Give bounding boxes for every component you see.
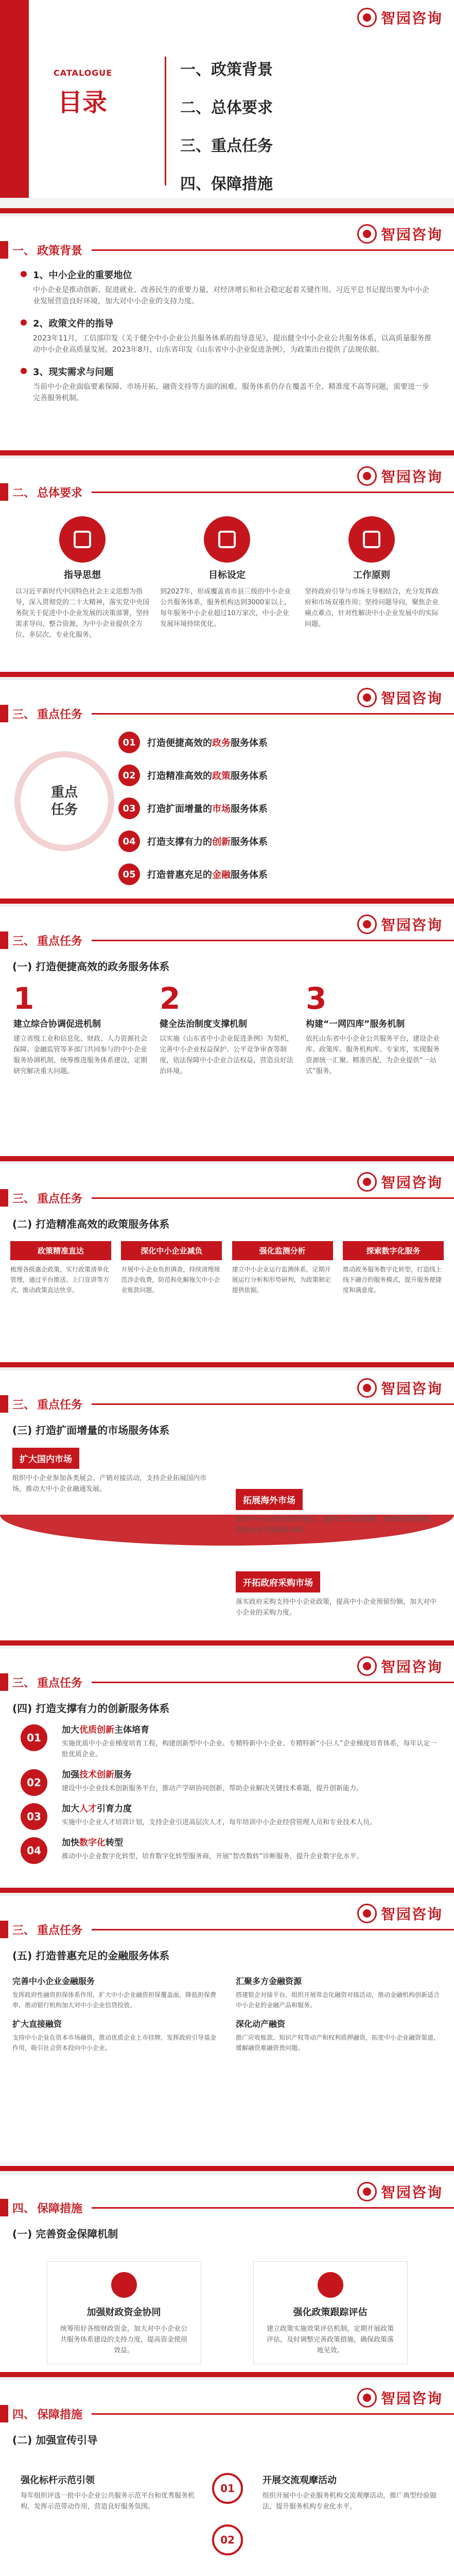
footer-bar <box>0 2166 454 2171</box>
section-number: 四、 <box>12 2408 36 2421</box>
task-number: 03 <box>118 798 140 819</box>
list-item <box>21 365 433 404</box>
info-card <box>306 981 441 1077</box>
block-heading: 拓展海外市场 <box>236 1489 303 1510</box>
task-row[interactable] <box>118 765 268 786</box>
brand-name: 智园咨询 <box>380 1174 443 1191</box>
finance-column <box>12 1968 218 2053</box>
item-text: 中小企业是推动创新、促进就业、改善民生的重要力量，对经济增长和社会稳定起着关键作用。习近平总书记提出要为中小企业发展营造良好环境，加大对中小企业的支持力度。 <box>33 286 429 306</box>
task-number: 02 <box>118 765 140 786</box>
principle-icon <box>348 516 395 563</box>
section-header-line <box>92 2413 454 2415</box>
brand-logo-icon <box>357 1172 377 1192</box>
item-text: 建设中小企业技术创新服务平台，推动产学研协同创新，帮助企业解决关键技术难题，提升创新能力。 <box>62 1785 363 1792</box>
subsection-title: (一) 打造便捷高效的政务服务体系 <box>12 960 170 973</box>
toc-item[interactable]: 二、总体要求 <box>180 99 273 117</box>
card-text: 依托山东省中小企业公共服务平台，建设企业库、政策库、服务机构库、专家库，实现服务资源统一汇聚、精准匹配，为企业提供“一站式”服务。 <box>306 1035 440 1075</box>
section-number: 一、 <box>12 244 36 258</box>
circle-label: 任务 <box>50 802 78 818</box>
guiding-ideology-icon <box>59 516 106 563</box>
item-text: 当前中小企业面临要素保障、市场开拓、融资支持等方面的困难，服务体系仍存在覆盖不全、精准度不高等问题，需要进一步完善服务机制。 <box>33 383 429 402</box>
section-header-line <box>92 713 454 715</box>
subsection-title: (二) 打造精准高效的政策服务体系 <box>12 1218 170 1230</box>
footer-bar <box>0 1640 454 1646</box>
footer-bar <box>0 1362 454 1367</box>
toc-item[interactable]: 四、保障措施 <box>180 175 273 193</box>
section-number: 三、 <box>12 708 36 721</box>
section-safeguards-publicity <box>0 2380 454 2576</box>
step-markers <box>206 2473 249 2571</box>
section-title: 重点任务 <box>37 1398 83 1412</box>
card-text: 推动政务服务数字化转型，打造线上线下融合的服务模式，提升服务便捷度和满意度。 <box>342 1266 442 1294</box>
card-row <box>0 978 454 1077</box>
requirement-card <box>305 516 439 640</box>
item-number: 03 <box>21 1803 47 1830</box>
list-item <box>27 1801 439 1828</box>
finance-column <box>236 1968 442 2053</box>
card-row <box>0 2246 454 2364</box>
brand-name: 智园咨询 <box>380 690 443 707</box>
task-number: 05 <box>118 863 140 885</box>
section-number: 三、 <box>12 1924 36 1937</box>
section-header-bar <box>0 2405 8 2422</box>
item-heading: 加大优质创新主体培育 <box>62 1725 149 1735</box>
section-number: 三、 <box>12 935 36 948</box>
card-heading: 政策精准直达 <box>10 1241 111 1260</box>
item-heading: 加强技术创新服务 <box>62 1770 132 1780</box>
section-title: 重点任务 <box>37 1924 83 1937</box>
block-heading: 强化标杆示范引领 <box>21 2475 95 2486</box>
section-gov-service <box>0 907 454 1164</box>
info-block <box>236 1489 442 1536</box>
info-block <box>21 2473 196 2512</box>
catalogue-slide <box>0 0 454 216</box>
brand-logo-icon <box>357 8 377 27</box>
item-heading: 加快数字化转型 <box>62 1838 123 1848</box>
requirement-heading: 目标设定 <box>208 570 246 581</box>
item-text: 实施中小企业人才培训计划，支持企业引进高层次人才，每年培训中小企业经营管理人员和专业技术人员。 <box>62 1819 377 1826</box>
key-tasks-circle <box>21 757 108 845</box>
section-header-bar <box>0 2199 8 2216</box>
item-heading: 汇聚多方金融资源 <box>236 1976 302 1986</box>
block-text: 支持中小企业参加境外展会，提供出口信用保险、跨境电商等服务，帮助企业开拓国际市场。 <box>236 1516 437 1534</box>
list-item <box>21 268 433 307</box>
card-text: 开展中小企业负担调查，持续清理规范涉企收费，防范和化解拖欠中小企业账款问题。 <box>121 1266 220 1294</box>
block-text: 落实政府采购支持中小企业政策，提高中小企业预留份额，加大对中小企业的采购力度。 <box>236 1598 437 1617</box>
brand-name: 智园咨询 <box>380 468 443 485</box>
toc <box>180 57 273 209</box>
brand <box>357 1656 443 1676</box>
section-title: 重点任务 <box>37 708 83 721</box>
section-title: 重点任务 <box>37 935 83 948</box>
footer-bar <box>0 672 454 677</box>
section-key-tasks <box>0 680 454 907</box>
item-text: 2023年11月，工信部印发《关于健全中小企业公共服务体系的指导意见》，提出健全中小企业公共服务体系，以高质量服务推动中小企业高质量发展。2023年8月，山东省印发《山东省中小企业促进条例》，为政策出台提供了法规依据。 <box>33 334 432 354</box>
list-item <box>27 1835 439 1862</box>
card-text: 建立省级工业和信息化、财政、人力资源社会保障、金融监管等多部门共同参与的中小企业服务协调机制，统筹推进服务体系建设，定期研究解决重大问题。 <box>13 1035 148 1075</box>
info-card <box>253 2261 408 2364</box>
evaluation-icon <box>318 2272 343 2298</box>
catalogue-divider <box>165 57 166 185</box>
card-text: 统筹用好各级财政资金，加大对中小企业公共服务体系建设的支持力度，提高资金使用效益。 <box>60 2325 187 2354</box>
requirement-text: 到2027年，形成覆盖省市县三级的中小企业公共服务体系，服务机构达到3000家以上，每年服务中小企业超过10万家次，中小企业发展环境持续优化。 <box>160 588 291 628</box>
item-heading: 3、现实需求与问题 <box>33 367 114 378</box>
task-row[interactable] <box>118 831 268 852</box>
requirement-card <box>15 516 149 640</box>
requirement-text: 坚持政府引导与市场主导相结合，充分发挥政府和市场双重作用；坚持问题导向，聚焦企业痛点难点，针对性解决中小企业发展中的实际问题。 <box>305 588 439 628</box>
item-text: 发挥政府性融资担保体系作用，扩大中小企业融资担保覆盖面，降低担保费率，推动银行机构加大对中小企业信贷投放。 <box>12 1991 217 2009</box>
list-item <box>21 316 433 355</box>
brand-logo-icon <box>357 1904 377 1923</box>
brand <box>357 687 443 708</box>
block-text: 组织开展中小企业服务机构交流观摩活动，推广典型经验做法，提升服务机构专业化水平。 <box>263 2492 437 2511</box>
item-heading: 深化动产融资 <box>236 2019 286 2029</box>
section-header-line <box>92 940 454 941</box>
section-header-bar <box>0 1921 8 1938</box>
funding-icon <box>111 2272 137 2298</box>
footer-bar <box>0 208 454 213</box>
footer-bar <box>0 1888 454 1893</box>
section-header-bar <box>0 1189 8 1207</box>
section-header-line <box>92 1403 454 1405</box>
card-number: 1 <box>13 981 34 1016</box>
finance-columns <box>0 1968 454 2053</box>
section-title: 保障措施 <box>37 2202 83 2215</box>
section-innovation-service <box>0 1649 454 1896</box>
info-block <box>12 1448 218 1495</box>
brand-logo-icon <box>357 688 377 707</box>
section-title: 政策背景 <box>37 244 83 258</box>
block-text: 组织中小企业参加各类展会、产销对接活动，支持企业拓展国内市场，推动大中小企业融通发展。 <box>12 1475 207 1493</box>
bullet-icon <box>21 271 27 277</box>
section-title: 保障措施 <box>37 2408 83 2421</box>
task-row[interactable] <box>118 798 268 819</box>
card-heading: 探索数字化服务 <box>343 1241 444 1260</box>
section-title: 总体要求 <box>37 486 83 500</box>
card-row <box>0 1236 454 1295</box>
block-heading: 开展交流观摩活动 <box>263 2475 337 2486</box>
brand-name: 智园咨询 <box>380 10 443 27</box>
section-finance-service <box>0 1896 454 2174</box>
info-block <box>263 2473 438 2512</box>
brand-logo-icon <box>357 914 377 934</box>
info-card <box>121 1241 222 1295</box>
item-text: 搭建银企对接平台，组织开展常态化融资对接活动，推动金融机构创新适合中小企业的金融产品和服务。 <box>236 1991 440 2009</box>
section-header-bar <box>0 483 8 501</box>
brand-name: 智园咨询 <box>380 2184 443 2201</box>
card-text: 以实施《山东省中小企业促进条例》为契机，完善中小企业权益保护、公平竞争审查等制度，依法保障中小企业合法权益，营造良好法治环境。 <box>160 1035 294 1075</box>
item-text: 推广应收账款、知识产权等动产和权利质押融资，拓宽中小企业融资渠道，缓解融资难融资贵问题。 <box>236 2034 440 2052</box>
item-number: 01 <box>21 1724 47 1751</box>
section-header-bar <box>0 931 8 949</box>
brand-logo-icon <box>357 466 377 486</box>
brand-logo-icon <box>357 2182 377 2201</box>
bullet-icon <box>21 319 27 326</box>
task-row[interactable] <box>118 863 268 885</box>
card-text: 梳理各级惠企政策，实行政策清单化管理，通过平台推送、上门宣讲等方式，推动政策直达快享。 <box>10 1266 110 1294</box>
subsection-title: (五) 打造普惠充足的金融服务体系 <box>12 1950 170 1962</box>
section-header-bar <box>0 705 8 722</box>
info-card <box>160 981 294 1077</box>
card-heading: 强化政策跟踪评估 <box>293 2307 368 2318</box>
brand <box>357 7 443 28</box>
section-number: 三、 <box>12 1398 36 1412</box>
toc-item[interactable]: 一、政策背景 <box>180 61 273 79</box>
section-number: 二、 <box>12 486 36 500</box>
task-text: 打造扩面增量的市场服务体系 <box>147 804 268 815</box>
toc-item[interactable]: 三、重点任务 <box>180 137 273 155</box>
item-text: 支持中小企业在资本市场融资，推动优质企业上市挂牌，发挥政府引导基金作用，吸引社会资本投向中小企业。 <box>12 2034 217 2052</box>
item-text: 实施优质中小企业梯度培育工程，构建创新型中小企业、专精特新中小企业、专精特新“小巨人”企业梯度培育体系，每年认定一批优质企业。 <box>62 1740 437 1758</box>
bullet-icon <box>21 368 27 374</box>
card-heading: 构建“一网四库”服务机制 <box>306 1019 405 1029</box>
catalogue-label: CATALOGUE <box>54 68 113 78</box>
cover-red-band <box>0 0 29 213</box>
section-header-bar <box>0 241 8 259</box>
requirements-grid <box>0 501 454 640</box>
brand-logo-icon <box>357 1378 377 1398</box>
gray-rule <box>0 198 454 208</box>
task-text: 打造普惠充足的金融服务体系 <box>147 870 268 880</box>
section-header-bar <box>0 1673 8 1691</box>
info-card <box>232 1241 333 1295</box>
item-heading: 2、政策文件的指导 <box>33 318 114 329</box>
requirement-text: 以习近平新时代中国特色社会主义思想为指导，深入贯彻党的二十大精神，落实党中央国务院关于促进中小企业发展的决策部署，坚持需求导向、整合资源，为中小企业提供全方位、多层次、专业化服务。 <box>15 588 150 639</box>
section-general-requirements <box>0 459 454 680</box>
brand-name: 智园咨询 <box>380 1380 443 1397</box>
subsection-title: (四) 打造支撑有力的创新服务体系 <box>12 1702 170 1715</box>
brand-name: 智园咨询 <box>380 1658 443 1675</box>
step-number: 01 <box>212 2473 243 2504</box>
task-number: 04 <box>118 831 140 852</box>
brand <box>357 914 443 935</box>
card-heading: 健全法治制度支撑机制 <box>160 1019 247 1029</box>
item-heading: 加大人才引育力度 <box>62 1804 132 1814</box>
card-number: 2 <box>160 981 181 1016</box>
info-card <box>13 981 148 1077</box>
section-number: 三、 <box>12 1192 36 1206</box>
info-card <box>343 1241 444 1295</box>
section-policy-service <box>0 1164 454 1370</box>
task-text: 打造支撑有力的创新服务体系 <box>147 837 268 848</box>
brand-logo-icon <box>357 2388 377 2408</box>
list-item <box>27 1767 439 1794</box>
item-heading: 1、中小企业的重要地位 <box>33 270 132 281</box>
section-header-line <box>92 1682 454 1683</box>
circle-label: 重点 <box>50 785 78 800</box>
card-number: 3 <box>306 981 327 1016</box>
card-heading: 建立综合协调促进机制 <box>13 1019 101 1029</box>
section-safeguards-funding <box>0 2174 454 2380</box>
footer-bar <box>0 2372 454 2377</box>
footer-bar <box>0 1156 454 1161</box>
info-card <box>47 2261 201 2364</box>
item-number: 04 <box>21 1837 47 1864</box>
brand <box>357 224 443 244</box>
brand <box>357 1378 443 1398</box>
brand-logo-icon <box>357 1656 377 1676</box>
section-title: 重点任务 <box>37 1192 83 1206</box>
section-policy-background <box>0 216 454 459</box>
item-number: 02 <box>21 1769 47 1796</box>
step-number: 02 <box>212 2524 243 2555</box>
target-icon <box>204 516 250 563</box>
block-text: 每年组织评选一批中小企业公共服务示范平台和优秀服务机构，发挥示范带动作用，营造良好服务氛围。 <box>21 2492 195 2511</box>
brand-logo-icon <box>357 224 377 244</box>
brand <box>357 1172 443 1192</box>
section-header-line <box>92 492 454 493</box>
requirement-heading: 工作原则 <box>353 570 390 581</box>
task-number: 01 <box>118 732 140 753</box>
section-header-line <box>92 249 454 251</box>
requirement-card <box>160 516 294 640</box>
brand-name: 智园咨询 <box>380 1906 443 1923</box>
section-title: 重点任务 <box>37 1676 83 1690</box>
block-heading: 开拓政府采购市场 <box>236 1571 320 1592</box>
brand <box>357 2181 443 2202</box>
task-text: 打造便捷高效的政务服务体系 <box>147 738 268 749</box>
section-header-line <box>92 2207 454 2209</box>
list-item <box>27 1722 439 1760</box>
footer-bar <box>0 450 454 455</box>
brand <box>357 466 443 486</box>
brand <box>357 1903 443 1924</box>
item-text: 推动中小企业数字化转型，培育数字化转型服务商，开展“智改数转”诊断服务，提升企业数字化水平。 <box>62 1853 363 1860</box>
section-number: 三、 <box>12 1676 36 1690</box>
section-header-line <box>92 1197 454 1199</box>
task-row[interactable] <box>118 732 268 753</box>
requirement-heading: 指导思想 <box>64 570 101 581</box>
card-text: 建立政策实施效果评估机制，定期开展政策评估，及时调整完善政策措施，确保政策落地见效。 <box>266 2325 394 2354</box>
task-text: 打造精准高效的政策服务体系 <box>147 771 268 782</box>
card-heading: 深化中小企业减负 <box>121 1241 222 1260</box>
brand-name: 智园咨询 <box>380 226 443 243</box>
subsection-title: (二) 加强宣传引导 <box>12 2434 98 2446</box>
item-heading: 完善中小企业金融服务 <box>12 1976 95 1986</box>
block-heading: 扩大国内市场 <box>12 1448 79 1469</box>
section-market-service <box>0 1370 454 1649</box>
brand <box>357 2387 443 2408</box>
card-text: 建立中小企业运行监测体系，定期开展运行分析和形势研判，为政策制定提供依据。 <box>232 1266 331 1294</box>
section-header-bar <box>0 1395 8 1413</box>
footer-bar <box>0 899 454 904</box>
card-heading: 加强财政资金协同 <box>86 2307 161 2318</box>
subsection-title: (一) 完善资金保障机制 <box>12 2228 118 2240</box>
info-block <box>236 1571 442 1618</box>
task-list <box>118 732 268 896</box>
brand-name: 智园咨询 <box>380 2390 443 2407</box>
brand-name: 智园咨询 <box>380 917 443 934</box>
section-header-line <box>92 1929 454 1930</box>
card-heading: 强化监测分析 <box>232 1241 333 1260</box>
info-card <box>10 1241 111 1295</box>
subsection-title: (三) 打造扩面增量的市场服务体系 <box>12 1424 170 1436</box>
catalogue-title: 目录 <box>58 88 108 117</box>
item-heading: 扩大直接融资 <box>12 2019 62 2029</box>
section-number: 四、 <box>12 2202 36 2215</box>
